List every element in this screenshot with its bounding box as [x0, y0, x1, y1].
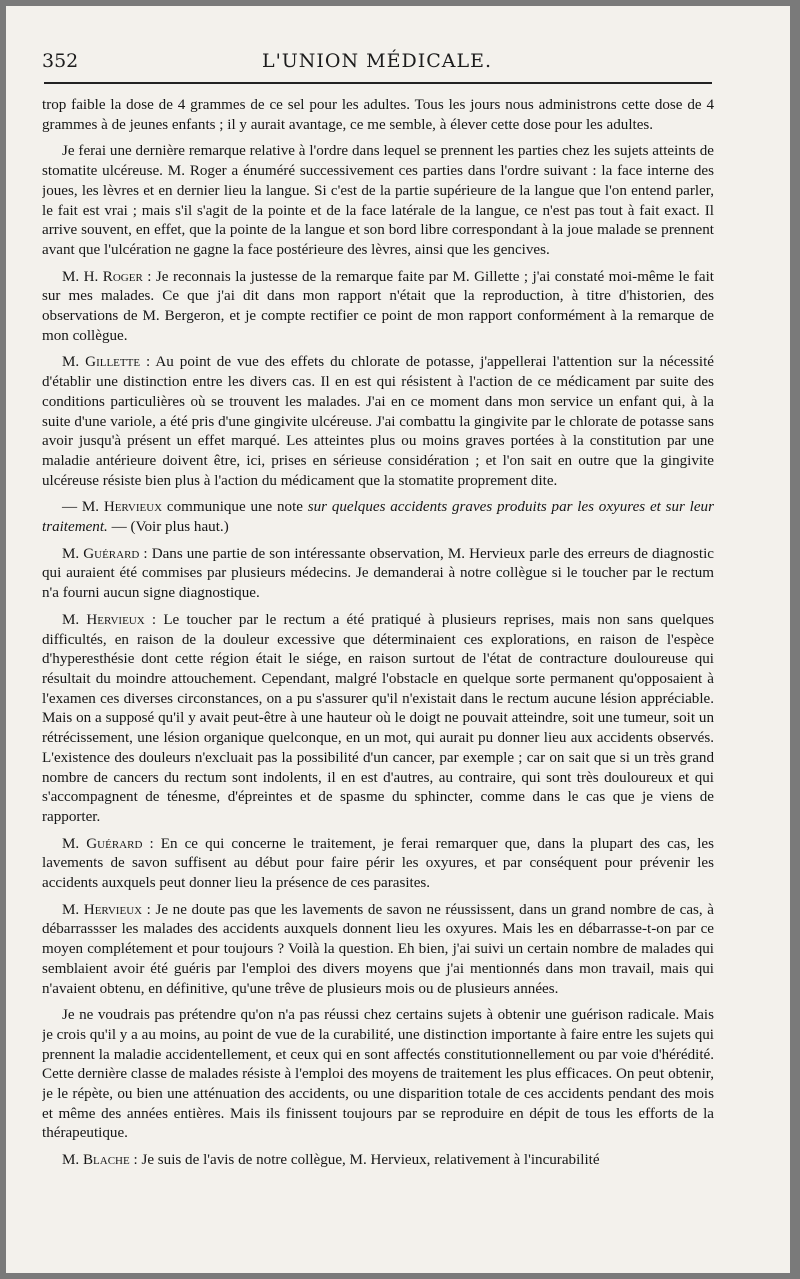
article-body — [42, 96, 714, 1261]
paragraph-text: Je ferai une dernière remarque relative à l'ordre dans lequel se prennent les parties chez les sujets atteints de stomatite ulcéreuse. M. Roger a énuméré successivement ces parties dans l'ordre suivant : la face interne des joues, les lèvres et en dernier lieu la langue. Si c'est de la partie supérieure de la langue que l'on entend parler, le fait est vrai ; mais s'il s'agit de la pointe et de la face latérale de la langue, ce n'est pas tout à fait exact. Il arrive souvent, en effet, que la pointe de la langue et son bord libre correspondant à la joue malade se prennent avant que l'ulcération ne gagne la face postérieure des lèvres, ainsi que les gencives. — [42, 143, 714, 258]
speaker-name: M. Guérard : — [62, 835, 154, 852]
speaker-name: M. Gillette : — [62, 354, 151, 371]
speaker-name: M. H. Roger : — [62, 268, 152, 285]
paragraph-text: trop faible la dose de 4 grammes de ce sel pour les adultes. Tous les jours nous administrons cette dose de 4 grammes à de jeunes enfants ; il y aurait avantage, ce me semble, à élever cette dose pour les adultes. — [42, 97, 714, 133]
running-title: L'UNION MÉDICALE. — [261, 50, 493, 72]
paragraph-text: communique une note — [166, 499, 303, 516]
paragraph-text: Au point de vue des effets du chlorate de potasse, j'appellerai l'attention sur la nécessité d'établir une distinction entre les divers cas. Il en est qui résistent à l'action de ce médicament par suite des conditions particulières où se trouvent les malades. J'ai en ce moment dans mon service un enfant qui, à la suite d'une variole, a été pris d'une gingivite ulcéreuse. J'ai combattu la gingivite par le chlorate de potasse sans avoir jusqu'à présent un effet marqué. Les atteintes plus ou moins graves portées à la constitution par une maladie antérieure doivent être, ici, prises en sérieuse considération ; et l'on sait en outre que la gingivite ulcéreuse résiste bien plus à l'action du médicament que la stomatite proprement dite. — [42, 354, 714, 489]
paragraph — [42, 96, 714, 135]
paragraph — [42, 901, 714, 1000]
header-rule — [44, 82, 712, 84]
paragraph-text: Dans une partie de son intéressante observation, M. Hervieux parle des erreurs de diagnostic qui auraient été commises par plusieurs médecins. Je demanderai à notre collègue si le toucher par le rectum n'a fourni aucun signe diagnostique. — [42, 545, 714, 602]
paragraph — [42, 1006, 714, 1144]
paragraph — [42, 545, 714, 604]
book-page — [6, 6, 790, 1273]
paragraph — [42, 835, 714, 894]
paragraph-text-after: — (Voir plus haut.) — [111, 519, 229, 536]
paragraph — [42, 1151, 714, 1171]
speaker-name: M. Hervieux : — [62, 901, 151, 918]
speaker-name: M. Guérard : — [62, 545, 148, 562]
paragraph-text: Le toucher par le rectum a été pratiqué à plusieurs reprises, mais non sans quelques difficultés, en raison de la douleur excessive que déterminaient ces explorations, en raison de l'espèce d'hyperesthésie dont cette région était le siége, en raison surtout de l'état de contracture douloureuse qui résultait du moindre attouchement. Cependant, malgré l'obstacle en quelque sorte permanent qu'opposaient à l'examen ces diverses circonstances, on a pu s'assurer qu'il n'existait dans le rectum aucune lésion appréciable. Mais on a supposé qu'il y avait peut-être à une hauteur où le doigt ne pouvait atteindre, soit une tumeur, soit un rétrécissement, une lésion organique quelconque, en un mot, qui aurait pu donner lieu aux accidents observés. L'existence des douleurs n'excluait pas la possibilité d'un cancer, par exemple ; car on sait que si un très grand nombre de cancers du rectum sont indolents, il en est d'autres, au contraire, qui sont très douloureux et qui s'accompagnent de ténesme, d'épreintes et de spasme du sphincter, comme dans le cas que je viens de rapporter. — [42, 611, 714, 825]
italic-title: sur quelques accidents graves produits par les oxyures et sur leur traitement. — [42, 499, 714, 536]
paragraph-text: Je ne doute pas que les lavements de savon ne réussissent, dans un grand nombre de cas, à débarrassser les malades des accidents auxquels donnent lieu les oxyures. Mais les en débarrasse-t-on par ce moyen complétement et pour toujours ? Voilà la question. Eh bien, j'ai suivi un certain nombre de malades qui semblaient avoir été guéris par l'emploi des divers moyens que j'ai mentionnés dans mon travail, mais qui n'avaient obtenu, en définitive, qu'une trêve de plusieurs mois ou de plusieurs années. — [42, 901, 714, 997]
paragraph-text: Je ne voudrais pas prétendre qu'on n'a pas réussi chez certains sujets à obtenir une guérison radicale. Mais je crois qu'il y a au moins, au point de vue de la curabilité, une distinction importante à faire entre les sujets qui prennent la maladie accidentellement, et ceux qui en sont affectés constitutionnellement ou par voie d'hérédité. Cette dernière classe de malades résiste à l'emploi des moyens de traitement les plus efficaces. On peut obtenir, je le répète, ou bien une atténuation des accidents, ou une disparition totale de ces accidents pendant des mois et même des années entières. Mais ils finissent toujours par se reproduire en dépit de tous les efforts de la thérapeutique. — [42, 1007, 714, 1142]
page-number: 352 — [42, 50, 79, 72]
paragraph — [42, 268, 714, 347]
speaker-name: — M. Hervieux — [62, 499, 163, 516]
paragraph — [42, 353, 714, 491]
paragraph — [42, 611, 714, 828]
paragraph-text: Je reconnais la justesse de la remarque faite par M. Gillette ; j'ai constaté moi-même le fait sur mes malades. Ce que j'ai dit dans mon rapport n'était que la reproduction, à titre d'historien, des observations de M. Bergeron, et je compte rectifier ce point de mon rapport conformément à la remarque de mon collègue. — [42, 268, 714, 344]
speaker-name: M. Blache : — [62, 1152, 138, 1169]
page-header — [42, 50, 712, 78]
paragraph — [42, 498, 714, 537]
speaker-name: M. Hervieux : — [62, 611, 157, 628]
paragraph — [42, 142, 714, 260]
paragraph-text: Je suis de l'avis de notre collègue, M. Hervieux, relativement à l'incurabilité — [141, 1152, 600, 1169]
paragraph-text: En ce qui concerne le traitement, je ferai remarquer que, dans la plupart des cas, les lavements de savon suffisent au début pour faire périr les oxyures, et par conséquent pour prévenir les accidents auxquels peut donner lieu la présence de ces parasites. — [42, 835, 714, 892]
